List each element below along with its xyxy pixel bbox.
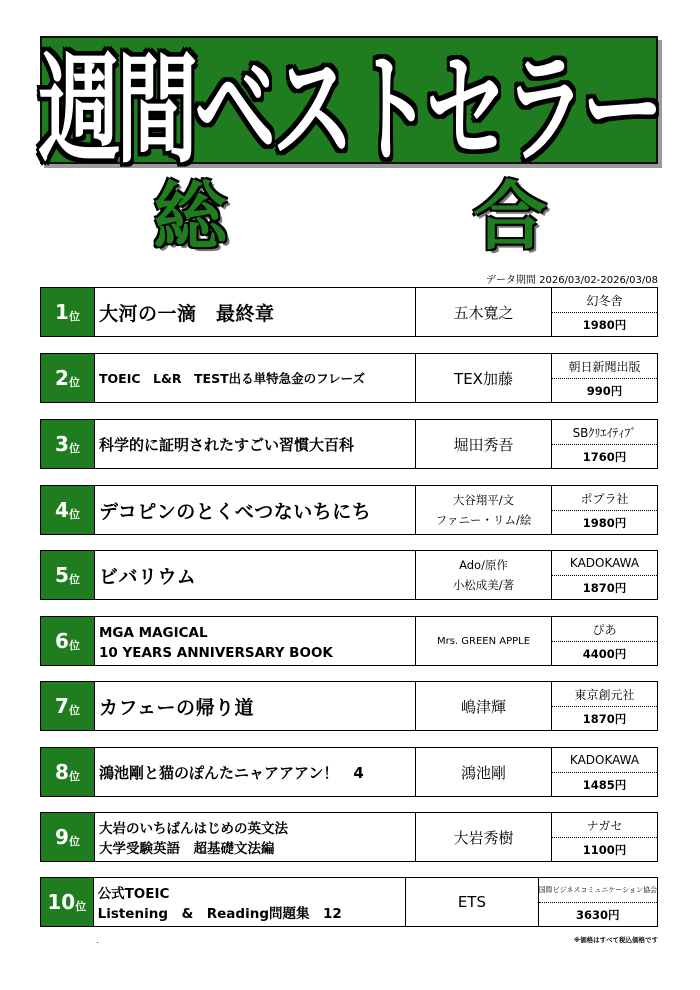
rank-suffix: 位	[68, 573, 80, 586]
page-title: 週間ベストセラー	[38, 41, 660, 180]
book-price: 1485円	[582, 777, 627, 792]
category-heading: 総 合	[153, 174, 657, 260]
publisher-name: ポプラ社	[552, 486, 657, 511]
publisher-name: SBｸﾘｴｲﾃｨﾌﾞ	[552, 420, 657, 445]
author-name: TEX加藤	[454, 369, 513, 388]
rank-number: 6	[55, 629, 69, 653]
publisher-name: 幻冬舎	[552, 288, 657, 313]
data-period	[380, 271, 658, 286]
data-period-range: 2026/03/02-2026/03/08	[539, 275, 658, 286]
publisher-cell	[552, 551, 657, 599]
book-title-cell	[94, 878, 407, 926]
rank-badge	[41, 551, 95, 599]
book-title: 科学的に証明されたすごい習慣大百科	[99, 435, 355, 454]
footer-dot: .	[96, 936, 99, 945]
ranking-row	[40, 681, 658, 731]
publisher-name: KADOKAWA	[552, 551, 657, 576]
rank-badge	[41, 486, 95, 534]
book-price: 1870円	[582, 711, 627, 726]
author-name: 大谷翔平/文	[452, 493, 515, 507]
publisher-name: 朝日新聞出版	[552, 354, 657, 379]
book-title-cell	[95, 288, 416, 336]
publisher-name: KADOKAWA	[552, 748, 657, 773]
author-cell	[416, 682, 552, 730]
publisher-cell	[539, 878, 657, 926]
book-title: デコピンのとくべつないちにち	[99, 500, 372, 523]
author-name: 五木寛之	[453, 303, 514, 322]
book-title: Listening & Reading問題集 12	[97, 906, 342, 922]
publisher-name: 国際ビジネスコミュニケーション協会	[539, 878, 657, 903]
author-cell	[416, 748, 552, 796]
publisher-cell	[552, 813, 657, 861]
rank-number: 8	[55, 760, 69, 784]
book-title-cell	[95, 617, 416, 665]
author-cell	[416, 486, 552, 534]
publisher-cell	[552, 354, 657, 402]
rank-number: 7	[55, 694, 69, 718]
rank-badge	[41, 420, 95, 468]
book-title-cell	[95, 420, 416, 468]
rank-badge	[41, 617, 95, 665]
book-title-cell	[95, 354, 416, 402]
publisher-cell	[552, 288, 657, 336]
rank-suffix: 位	[68, 442, 80, 455]
book-price: 1870円	[582, 580, 627, 595]
author-cell	[416, 288, 552, 336]
book-price: 1100円	[582, 842, 627, 857]
rank-number: 5	[55, 563, 69, 587]
rank-badge	[41, 288, 95, 336]
data-period-label: データ期間	[485, 275, 536, 286]
author-name: 堀田秀吾	[453, 435, 514, 454]
book-price: 3630円	[576, 907, 620, 922]
ranking-row	[40, 812, 658, 862]
rank-suffix: 位	[68, 704, 80, 717]
book-title: 公式TOEIC	[97, 886, 170, 902]
rank-number: 2	[55, 366, 69, 390]
publisher-cell	[552, 617, 657, 665]
ranking-row	[40, 747, 658, 797]
book-price: 1980円	[582, 317, 627, 332]
book-title: 10 YEARS ANNIVERSARY BOOK	[99, 645, 333, 661]
author-name: 嶋津輝	[460, 697, 506, 716]
book-title: MGA MAGICAL	[99, 625, 208, 641]
rank-badge	[41, 682, 95, 730]
publisher-cell	[552, 748, 657, 796]
publisher-cell	[552, 486, 657, 534]
book-title-cell	[95, 551, 416, 599]
publisher-name: 東京創元社	[552, 682, 657, 707]
book-price: 1980円	[582, 515, 627, 530]
rank-number: 10	[47, 890, 76, 914]
author-name: 小松成美/著	[452, 578, 515, 592]
rank-number: 9	[55, 825, 69, 849]
price-note: ※価格はすべて税込価格です	[573, 936, 658, 944]
author-name: Ado/原作	[459, 558, 508, 572]
header-banner	[38, 36, 660, 180]
rank-badge	[41, 354, 95, 402]
ranking-row	[40, 419, 658, 469]
book-title: TOEIC L&R TEST出る単特急金のフレーズ	[99, 371, 365, 386]
rank-badge	[41, 748, 95, 796]
rank-suffix: 位	[68, 835, 80, 848]
book-title-cell	[95, 486, 416, 534]
rank-suffix: 位	[68, 508, 80, 521]
ranking-row	[40, 353, 658, 403]
ranking-row	[40, 485, 658, 535]
rank-number: 4	[55, 498, 69, 522]
author-name: 鴻池剛	[460, 763, 506, 782]
publisher-name: ぴあ	[552, 617, 657, 642]
publisher-cell	[552, 682, 657, 730]
author-name: ETS	[457, 893, 486, 911]
book-price: 990円	[586, 383, 623, 398]
book-price: 4400円	[582, 646, 627, 661]
ranking-row	[40, 550, 658, 600]
rank-suffix: 位	[75, 900, 87, 913]
rank-badge	[41, 813, 95, 861]
book-title: ビバリウム	[99, 565, 197, 588]
author-cell	[406, 878, 538, 926]
rank-number: 1	[55, 300, 69, 324]
rank-suffix: 位	[68, 639, 80, 652]
book-title: 鴻池剛と猫のぽんたニャアアアン！ 4	[99, 763, 364, 782]
book-title: 大河の一滴 最終章	[99, 302, 275, 325]
rank-suffix: 位	[68, 310, 80, 323]
book-title-cell	[95, 682, 416, 730]
book-title: カフェーの帰り道	[99, 696, 255, 719]
rank-badge	[41, 878, 94, 926]
book-title-cell	[95, 748, 416, 796]
publisher-cell	[552, 420, 657, 468]
author-cell	[416, 551, 552, 599]
author-cell	[416, 420, 552, 468]
author-name: Mrs. GREEN APPLE	[436, 635, 531, 647]
publisher-name: ナガセ	[552, 813, 657, 838]
rank-suffix: 位	[68, 376, 80, 389]
author-cell	[416, 617, 552, 665]
author-name: ファニー・リム/絵	[435, 513, 532, 527]
author-name: 大岩秀樹	[453, 828, 514, 847]
ranking-row	[40, 877, 658, 927]
book-price: 1760円	[582, 449, 627, 464]
author-cell	[416, 813, 552, 861]
ranking-row	[40, 616, 658, 666]
ranking-row	[40, 287, 658, 337]
book-title-cell	[95, 813, 416, 861]
rank-suffix: 位	[68, 770, 80, 783]
book-title: 大岩のいちばんはじめの英文法	[99, 821, 288, 837]
book-title: 大学受験英語 超基礎文法編	[99, 841, 275, 857]
rank-number: 3	[55, 432, 69, 456]
author-cell	[416, 354, 552, 402]
